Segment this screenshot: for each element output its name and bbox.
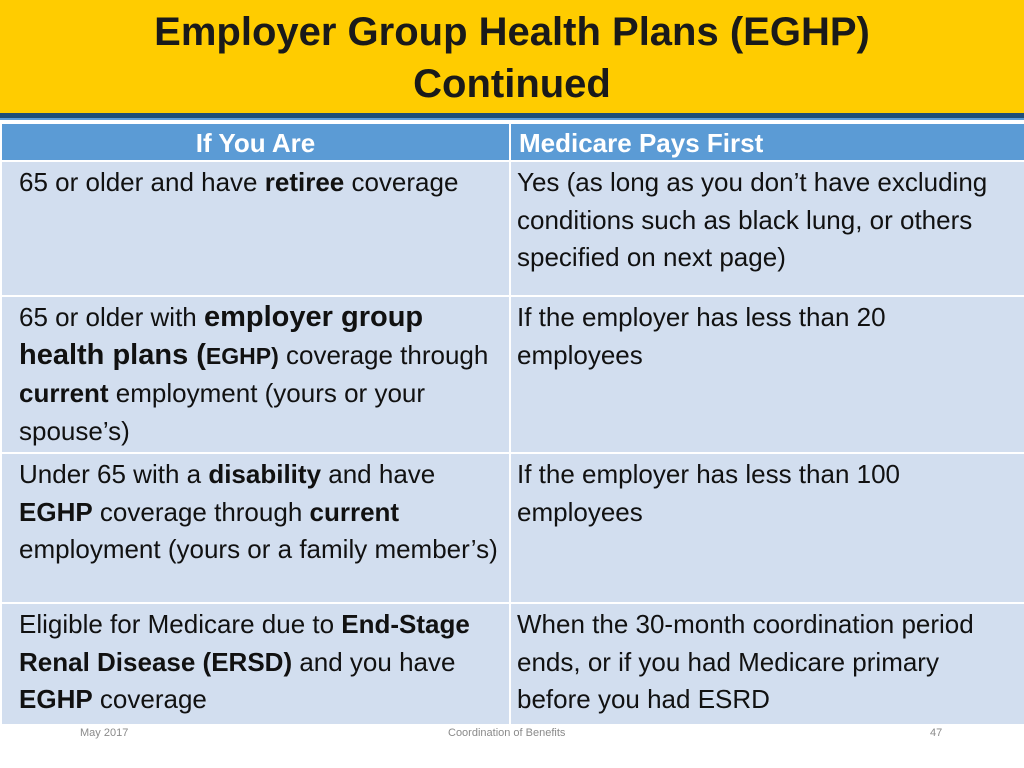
footer-title: Coordination of Benefits	[448, 727, 566, 739]
slide-title	[0, 0, 1024, 110]
cell-text: coverage	[92, 684, 207, 714]
eghp-table	[0, 122, 1024, 726]
column-header-if-you-are: If You Are	[1, 123, 510, 161]
table-row	[1, 453, 1024, 603]
cell-text: coverage	[344, 167, 459, 197]
table-cell-condition	[1, 603, 510, 725]
cell-text: employment (yours or your spouse’s)	[19, 378, 426, 446]
table-cell-medicare-pays-first: If the employer has less than 100 employees	[510, 453, 1024, 603]
cell-text-bold: EGHP	[19, 684, 93, 714]
table-cell-condition	[1, 453, 510, 603]
cell-text: Under 65 with a	[19, 459, 209, 489]
table-cell-condition	[1, 161, 510, 296]
table-cell-condition	[1, 296, 510, 453]
table-row	[1, 161, 1024, 296]
table-cell-medicare-pays-first: Yes (as long as you don’t have excluding conditions such as black lung, or others specified on next page)	[510, 161, 1024, 296]
title-line-1: Employer Group Health Plans (EGHP)	[154, 10, 870, 54]
title-bar	[0, 0, 1024, 113]
cell-text-bold: EGHP	[19, 496, 93, 527]
column-header-medicare-pays-first: Medicare Pays First	[510, 123, 1024, 161]
cell-text-bold: disability	[208, 459, 322, 489]
cell-text: coverage through	[92, 496, 310, 527]
footer-date: May 2017	[80, 727, 129, 739]
cell-text: and you have	[292, 646, 456, 677]
table-header-row	[1, 123, 1024, 161]
table-cell-medicare-pays-first: If the employer has less than 20 employees	[510, 296, 1024, 453]
title-line-2: Continued	[413, 62, 611, 106]
cell-text: and have	[321, 459, 436, 489]
cell-text-bold: End-Stage Renal Disease (ERSD)	[19, 609, 470, 677]
cell-text: employment (yours or a family member’s)	[19, 534, 498, 564]
cell-text: 65 or older and have	[19, 167, 265, 197]
cell-text-bold: EGHP)	[205, 342, 279, 369]
cell-text-bold: current	[19, 378, 109, 408]
cell-text-bold: current	[309, 496, 400, 527]
cell-text: Eligible for Medicare due to	[19, 609, 342, 639]
table-row	[1, 296, 1024, 453]
cell-text: coverage through	[278, 339, 489, 370]
title-divider-light	[0, 118, 1024, 120]
cell-text-bold: retiree	[264, 167, 345, 197]
table-cell-medicare-pays-first: When the 30-month coordination period ends, or if you had Medicare primary before you had ESRD	[510, 603, 1024, 725]
cell-text-bold: employer group health plans (	[19, 301, 424, 371]
table-row	[1, 603, 1024, 725]
footer-page-number: 47	[930, 727, 943, 739]
cell-text: 65 or older with	[19, 302, 204, 332]
